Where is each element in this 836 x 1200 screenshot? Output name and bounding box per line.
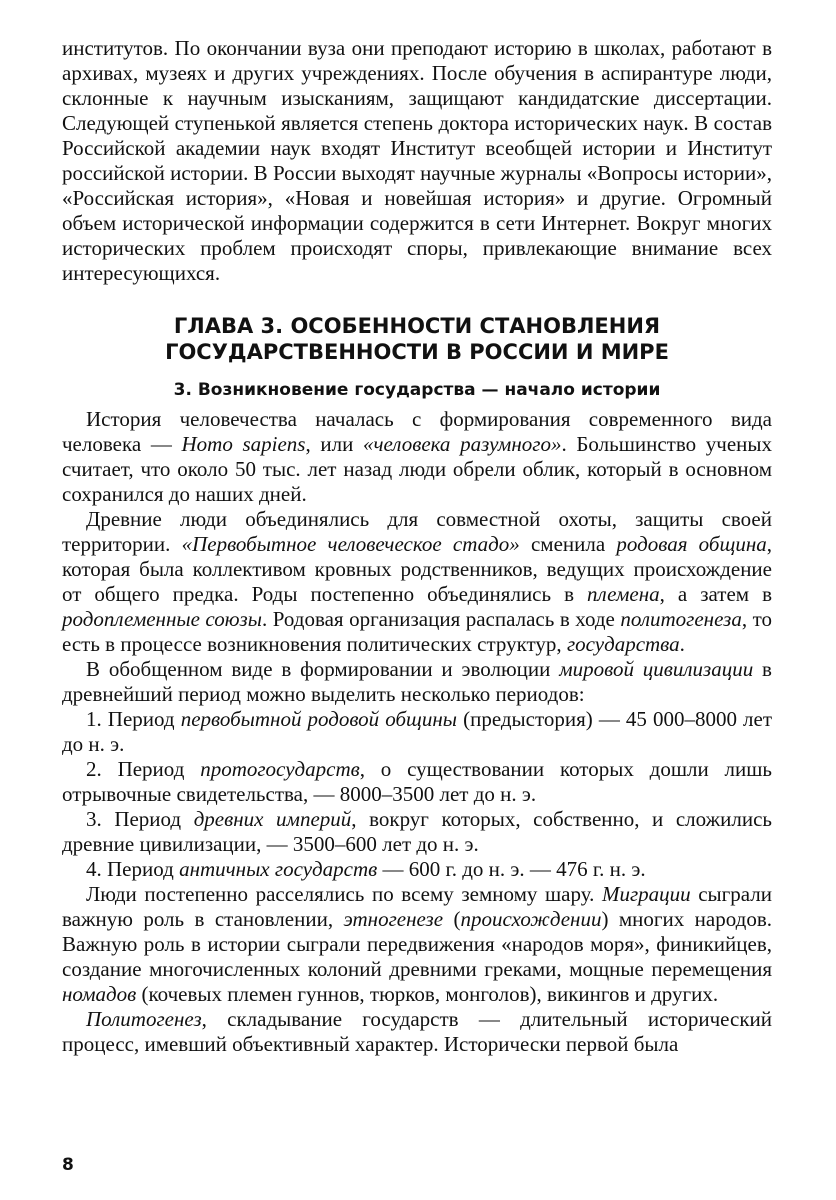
text-run: . Большинство ученых считает, что около 50 тыс. лет назад люди обрели облик, который в основном сохранился до наших дней. [62, 432, 772, 507]
paragraph-migrations [62, 882, 772, 1007]
text-run: 3. Период [86, 807, 194, 832]
text-run: в древнейший период можно выделить несколько периодов: [62, 657, 772, 707]
page-body [62, 36, 772, 1057]
chapter-title-line-2: ГОСУДАРСТВЕННОСТИ В РОССИИ И МИРЕ [165, 340, 669, 364]
text-run: (кочевых племен гуннов, тюрков, монголов), викингов и других. [136, 982, 719, 1007]
text-run: , или [305, 432, 363, 457]
italic-term: племена [587, 582, 660, 607]
period-item-2 [62, 757, 772, 807]
italic-term: древних империй [193, 807, 352, 832]
text-run: ) многих народов. Важную роль в истории сыграли передвижения «народов моря», финикийцев, создание многочисленных колоний древними греками, мощные перемещения [62, 907, 772, 982]
italic-term: «человека разумного» [362, 432, 562, 457]
text-run: , вокруг которых, собственно, и сложились древние цивилизации, — 3500–600 лет до н. э. [62, 807, 772, 857]
italic-term: родоплеменные союзы [62, 607, 262, 632]
paragraph-civilization-periods-intro [62, 657, 772, 707]
text-run: сменила [519, 532, 617, 557]
text-run: В обобщенном виде в формировании и эволюции [86, 657, 560, 682]
italic-term: политогенеза [620, 607, 742, 632]
text-run: ( [443, 907, 461, 932]
period-item-3 [62, 807, 772, 857]
text-run: 4. Период [86, 857, 180, 882]
intro-paragraph: институтов. По окончании вуза они преподают историю в школах, работают в архивах, музеях и других учреждениях. После обучения в аспирантуре люди, склонные к научным изысканиям, защищают кандидатские диссертации. Следующей ступенькой является степень доктора исторических наук. В состав Российской академии наук входят Институт всеобщей истории и Институт российской истории. В России выходят научные журналы «Вопросы истории», «Российская история», «Новая и новейшая история» и другие. Огромный объем исторической информации содержится в сети Интернет. Вокруг многих исторических проблем происходят споры, привлекающие внимание всех интересующихся. [62, 36, 772, 285]
page-number: 8 [62, 1155, 74, 1175]
chapter-title [62, 313, 772, 365]
italic-term: мировой цивилизации [559, 657, 754, 682]
text-run: сыграли важную роль в становлении, [62, 882, 772, 932]
text-run: , а затем в [659, 582, 772, 607]
text-run: Люди постепенно расселялись по всему земному шару. [86, 882, 602, 907]
text-run: . Родовая организация распалась в ходе [261, 607, 621, 632]
italic-term: «Первобытное человеческое стадо» [181, 532, 520, 557]
italic-term: Homo sapiens [181, 432, 306, 457]
text-run: 2. Период [86, 757, 201, 782]
text-run: , которая была коллективом кровных родственников, ведущих происхождение от общего предка. Роды постепенно объединялись в [62, 532, 772, 607]
italic-term: первобытной родовой общины [180, 707, 458, 732]
italic-term: этногенезе [343, 907, 444, 932]
text-run: Древние люди объединялись для совместной охоты, защиты своей территории. [62, 507, 772, 557]
italic-term: родовая община [616, 532, 767, 557]
paragraph-homo-sapiens [62, 407, 772, 507]
period-item-1 [62, 707, 772, 757]
text-run: , то есть в процессе возникновения политических структур, [62, 607, 772, 657]
italic-term: Миграции [601, 882, 691, 907]
chapter-title-line-1: ГЛАВА 3. ОСОБЕННОСТИ СТАНОВЛЕНИЯ [173, 314, 661, 338]
text-run: 1. Период [86, 707, 181, 732]
section-title: 3. Возникновение государства — начало истории [173, 380, 661, 401]
italic-term: античных государств [179, 857, 378, 882]
italic-term: государства [566, 632, 680, 657]
italic-term: происхождении [460, 907, 602, 932]
text-run: , складывание государств — длительный исторический процесс, имевший объективный характер. Исторически первой была [62, 1007, 772, 1057]
text-run: — 600 г. до н. э. — 476 г. н. э. [377, 857, 646, 882]
text-run: . [679, 632, 685, 657]
text-run: , о существовании которых дошли лишь отрывочные свидетельства, — 8000–3500 лет до н. э. [62, 757, 772, 807]
paragraph-ancient-people [62, 507, 772, 657]
paragraph-politogenesis [62, 1007, 772, 1057]
italic-term: протогосударств [200, 757, 360, 782]
italic-term: номадов [62, 982, 137, 1007]
italic-term: Политогенез [86, 1007, 202, 1032]
period-item-4 [62, 857, 772, 882]
text-run: (предыстория) — 45 000–8000 лет до н. э. [62, 707, 772, 757]
text-run: История человечества началась с формирования современного вида человека — [62, 407, 772, 457]
